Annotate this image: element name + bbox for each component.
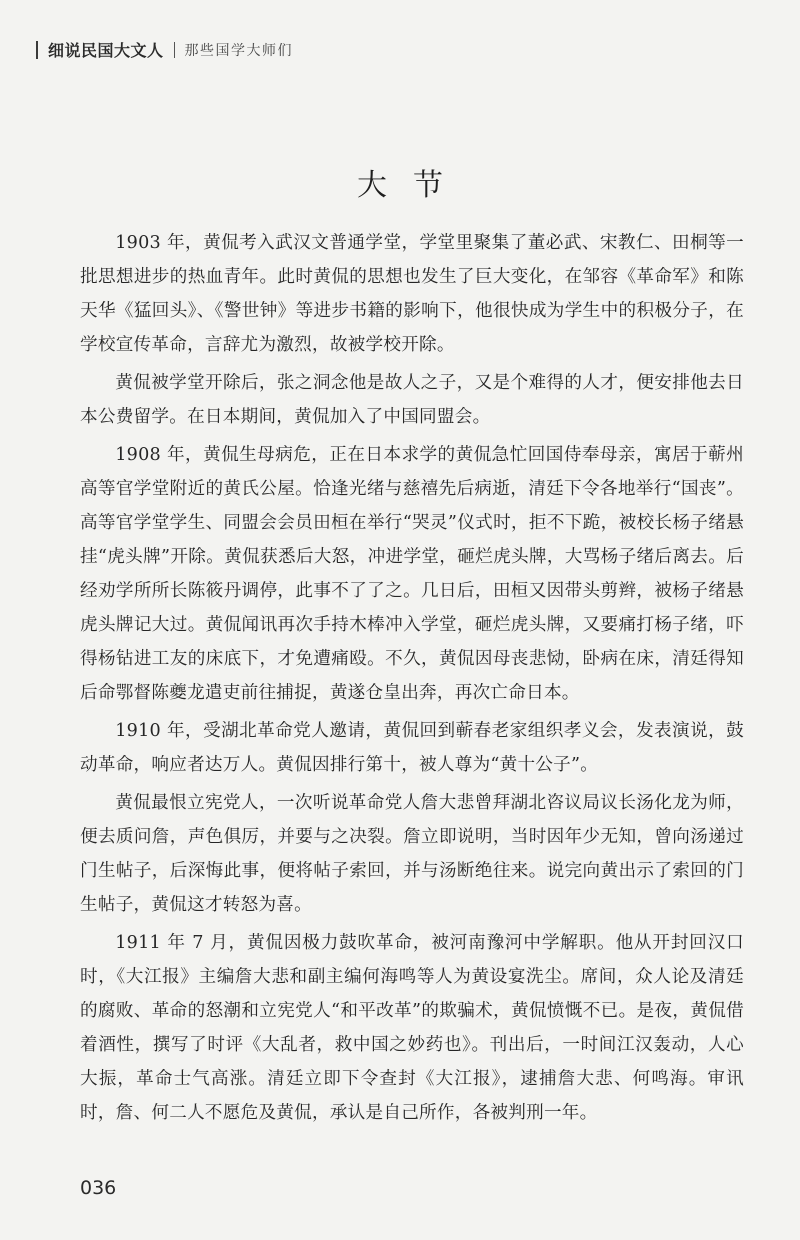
paragraph: 1911 年 7 月，黄侃因极力鼓吹革命，被河南豫河中学解职。他从开封回汉口时，《大江报》主编詹大悲和副主编何海鸣等人为黄设宴洗尘。席间，众人论及清廷的腐败、革命的怒潮和立宪党人“和平改革”的欺骗术，黄侃愤慨不已。是夜，黄侃借着酒性，撰写了时评《大乱者，救中国之妙药也》。刊出后，一时间江汉轰动，人心大振，革命士气高涨。清廷立即下令查封《大江报》，逮捕詹大悲、何鸣海。审讯时，詹、何二人不愿危及黄侃，承认是自己所作，各被判刑一年。 [80, 933, 744, 1123]
paragraph: 黄侃最恨立宪党人，一次听说革命党人詹大悲曾拜湖北咨议局议长汤化龙为师，便去质问詹，声色俱厉，并要与之决裂。詹立即说明，当时因年少无知，曾向汤递过门生帖子，后深悔此事，便将帖子索回，并与汤断绝往来。说完向黄出示了索回的门生帖子，黄侃这才转怒为喜。 [80, 793, 744, 915]
section-title: 大节 [357, 168, 469, 203]
page-number: 036 [80, 1177, 117, 1199]
paragraph: 1908 年，黄侃生母病危，正在日本求学的黄侃急忙回国侍奉母亲，寓居于蕲州高等官学堂附近的黄氏公屋。恰逢光绪与慈禧先后病逝，清廷下令各地举行“国丧”。高等官学堂学生、同盟会会员田桓在举行“哭灵”仪式时，拒不下跪，被校长杨子绪悬挂“虎头牌”开除。黄侃获悉后大怒，冲进学堂，砸烂虎头牌，大骂杨子绪后离去。后经劝学所所长陈筱丹调停，此事不了了之。几日后，田桓又因带头剪辫，被杨子绪悬虎头牌记大过。黄侃闻讯再次手持木棒冲入学堂，砸烂虎头牌，又要痛打杨子绪，吓得杨钻进工友的床底下，才免遭痛殴。不久，黄侃因母丧悲恸，卧病在床，清廷得知后命鄂督陈夔龙遣吏前往捕捉，黄遂仓皇出奔，再次亡命日本。 [80, 445, 744, 703]
header-left-bar [36, 41, 38, 59]
paragraph: 1910 年，受湖北革命党人邀请，黄侃回到蕲春老家组织孝义会，发表演说，鼓动革命，响应者达万人。黄侃因排行第十，被人尊为“黄十公子”。 [80, 721, 744, 775]
body-text [80, 226, 744, 1134]
series-title: 细说民国大文人 [48, 41, 164, 60]
running-header [36, 38, 293, 61]
book-subtitle: 那些国学大师们 [184, 42, 294, 59]
header-separator [174, 42, 175, 58]
paragraph: 黄侃被学堂开除后，张之洞念他是故人之子，又是个难得的人才，便安排他去日本公费留学。在日本期间，黄侃加入了中国同盟会。 [80, 373, 744, 427]
paragraph: 1903 年，黄侃考入武汉文普通学堂，学堂里聚集了董必武、宋教仁、田桐等一批思想进步的热血青年。此时黄侃的思想也发生了巨大变化，在邹容《革命军》和陈天华《猛回头》、《警世钟》等进步书籍的影响下，他很快成为学生中的积极分子，在学校宣传革命，言辞尤为激烈，故被学校开除。 [80, 233, 744, 355]
